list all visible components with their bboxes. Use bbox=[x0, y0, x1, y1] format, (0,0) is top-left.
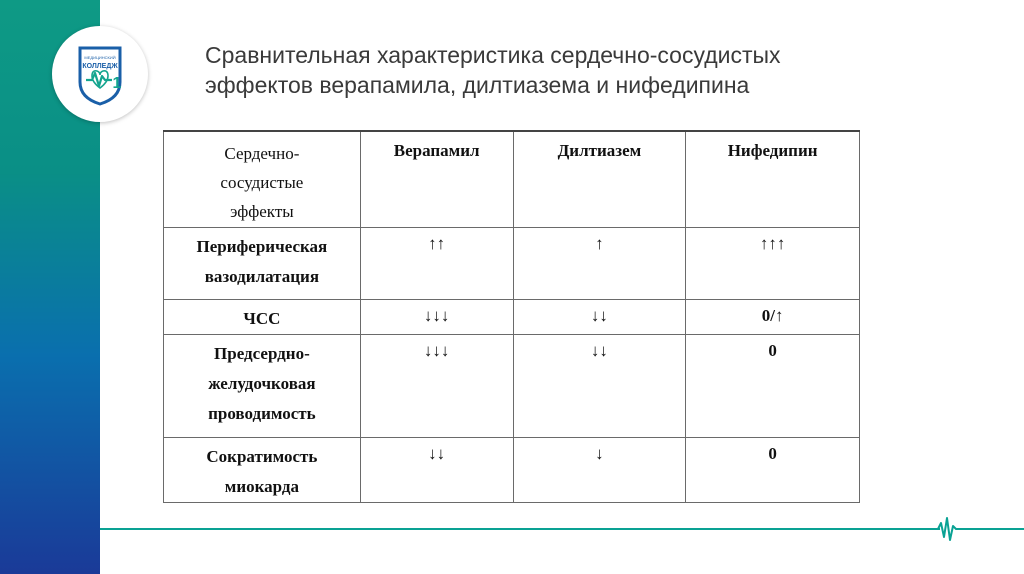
row-label-line: миокарда bbox=[224, 476, 300, 496]
header-diltiazem: Дилтиазем bbox=[513, 131, 686, 227]
table-header-row bbox=[164, 131, 860, 227]
row-label bbox=[164, 334, 361, 437]
heartbeat-pulse-icon bbox=[930, 514, 964, 544]
heart-pulse-shield-icon bbox=[52, 26, 148, 122]
table-row bbox=[164, 299, 860, 334]
page-title-line-2: эффектов верапамила, дилтиазема и нифедипина bbox=[205, 72, 750, 98]
row-label bbox=[164, 227, 361, 299]
page-title-line-1: Сравнительная характеристика сердечно-сосудистых bbox=[205, 42, 781, 68]
logo-caption-main: КОЛЛЕДЖ bbox=[82, 63, 118, 70]
header-verapamil: Верапамил bbox=[360, 131, 513, 227]
header-effects-line: Сердечно- bbox=[224, 144, 300, 163]
cell-diltiazem: ↓ bbox=[513, 437, 686, 502]
header-nifedipine: Нифедипин bbox=[686, 131, 860, 227]
row-label-line: проводимость bbox=[208, 403, 316, 423]
cell-nifedipine: ↑↑↑ bbox=[686, 227, 860, 299]
cell-diltiazem: ↑ bbox=[513, 227, 686, 299]
page-title bbox=[205, 40, 965, 100]
cell-diltiazem: ↓↓ bbox=[513, 299, 686, 334]
row-label-line: Периферическая bbox=[196, 236, 328, 256]
cell-nifedipine: 0/↑ bbox=[686, 299, 860, 334]
header-effects-line: сосудистые bbox=[220, 173, 304, 192]
footer-divider-line-right bbox=[962, 528, 1024, 530]
header-effects bbox=[164, 131, 361, 227]
comparison-table bbox=[163, 130, 860, 503]
header-effects-line: эффекты bbox=[230, 202, 294, 221]
row-label-line: вазодилатация bbox=[204, 266, 320, 286]
row-label-line: желудочковая bbox=[208, 373, 316, 393]
cell-verapamil: ↓↓↓ bbox=[360, 299, 513, 334]
footer-divider-line bbox=[100, 528, 940, 530]
cell-verapamil: ↓↓↓ bbox=[360, 334, 513, 437]
cell-nifedipine: 0 bbox=[686, 334, 860, 437]
row-label bbox=[164, 299, 361, 334]
table-row bbox=[164, 437, 860, 502]
table-row bbox=[164, 334, 860, 437]
row-label bbox=[164, 437, 361, 502]
cell-nifedipine: 0 bbox=[686, 437, 860, 502]
row-label-line: ЧСС bbox=[243, 308, 281, 328]
logo-number: 1 bbox=[112, 75, 122, 92]
row-label-line: Предсердно- bbox=[214, 343, 310, 363]
logo-caption-top: МЕДИЦИНСКИЙ bbox=[84, 55, 116, 60]
table-row bbox=[164, 227, 860, 299]
college-logo bbox=[52, 26, 148, 122]
cell-diltiazem: ↓↓ bbox=[513, 334, 686, 437]
row-label-line: Сократимость bbox=[206, 446, 318, 466]
cell-verapamil: ↑↑ bbox=[360, 227, 513, 299]
cell-verapamil: ↓↓ bbox=[360, 437, 513, 502]
